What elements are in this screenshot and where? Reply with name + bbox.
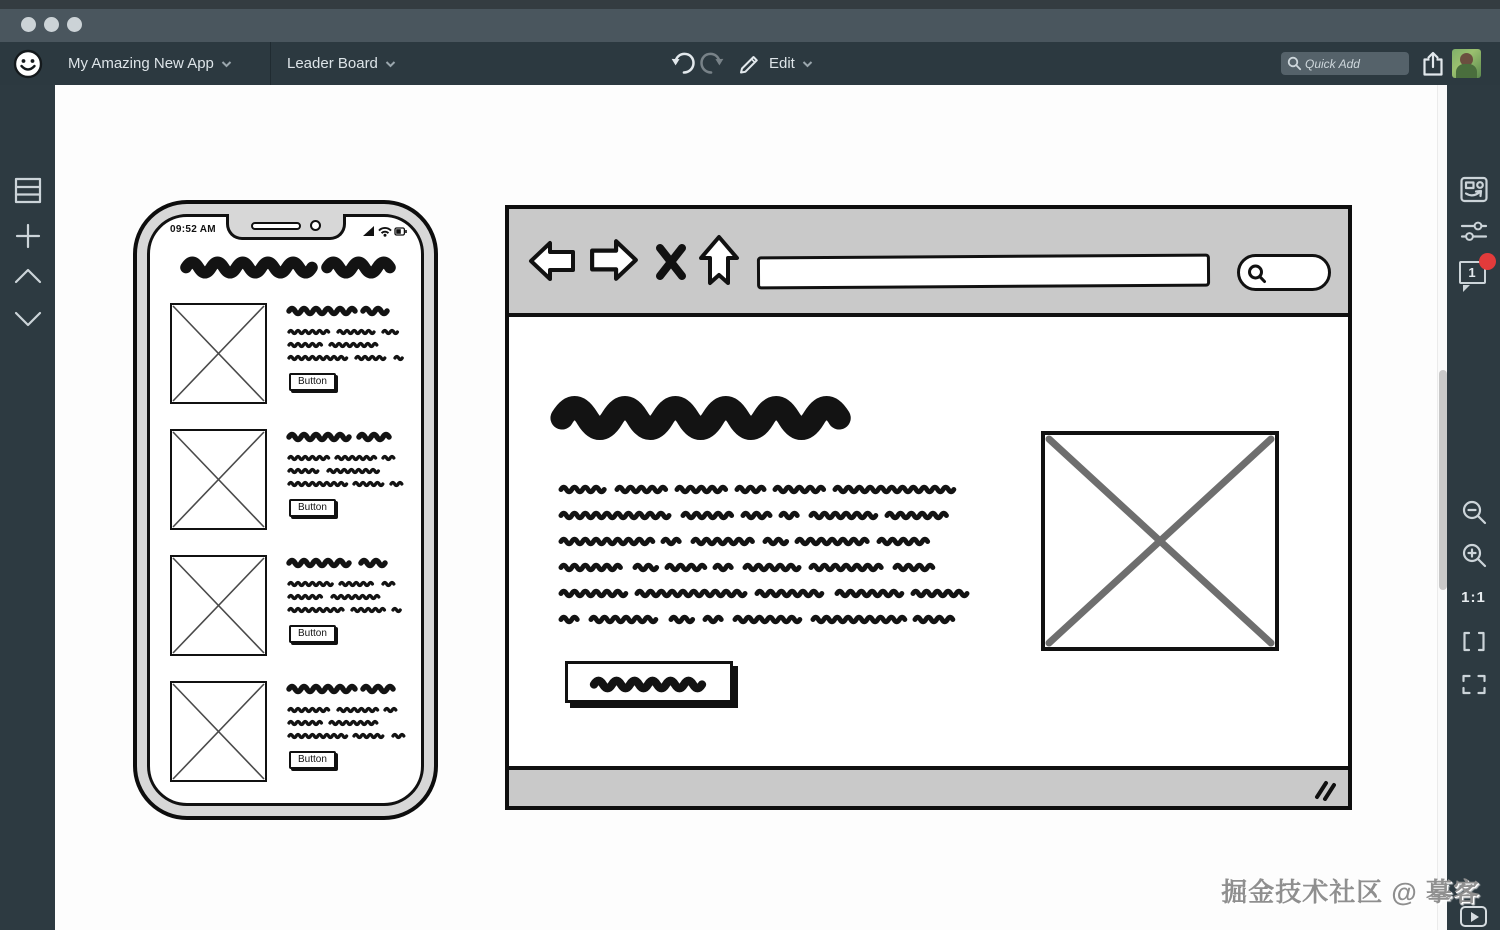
squiggle-word: [361, 558, 387, 568]
squiggle-word: [289, 468, 321, 474]
squiggle-word: [737, 485, 765, 494]
ui-library-icon: [1459, 176, 1488, 203]
close-window-button[interactable]: [21, 17, 36, 32]
squiggle-word: [336, 455, 376, 461]
squiggle-word: [328, 468, 380, 474]
toolbar-divider: [270, 42, 271, 85]
sketch-button[interactable]: Button: [289, 751, 336, 769]
phone-item-text: [289, 429, 411, 517]
squiggle-word: [915, 615, 955, 624]
share-icon: [1420, 50, 1446, 78]
squiggle-word: [383, 455, 397, 461]
squiggle-word: [289, 455, 329, 461]
squiggle-word: [340, 581, 376, 587]
squiggle-word: [289, 707, 331, 713]
share-export-button[interactable]: [1420, 42, 1446, 85]
phone-item-text: [289, 555, 411, 643]
squiggle-word: [332, 594, 380, 600]
squiggle-word: [359, 432, 389, 442]
squiggle-word: [913, 589, 969, 598]
squiggle-word: [561, 615, 581, 624]
project-menu[interactable]: [68, 42, 232, 85]
squiggle-word: [289, 329, 331, 335]
squiggle-word: [330, 342, 380, 348]
image-placeholder[interactable]: [170, 303, 267, 404]
squiggle-word: [391, 481, 403, 487]
squiggle-word: [811, 563, 885, 572]
squiggle-word: [677, 485, 727, 494]
squiggle-word: [354, 733, 386, 739]
squiggle-word: [635, 563, 657, 572]
image-placeholder[interactable]: [1041, 431, 1279, 651]
maximize-window-button[interactable]: [67, 17, 82, 32]
squiggle-word: [363, 684, 393, 694]
paragraph-line: [561, 511, 947, 520]
squiggle-word: [562, 397, 864, 439]
browser-search-box[interactable]: [1237, 254, 1331, 291]
squiggle-word: [393, 733, 405, 739]
squiggle-word: [289, 581, 333, 587]
zoom-actual-size-button[interactable]: [1461, 589, 1486, 606]
squiggle-word: [289, 607, 345, 613]
browser-statusbar: [509, 766, 1348, 806]
button-label-scribble: [594, 677, 706, 692]
squiggle-word: [338, 707, 378, 713]
forward-arrow-icon[interactable]: [589, 236, 639, 284]
squiggle-word: [781, 511, 801, 520]
pages-panel-button[interactable]: [14, 177, 42, 204]
item-text-scribble: [289, 720, 411, 726]
squiggle-word: [663, 537, 683, 546]
squiggle-word: [813, 615, 905, 624]
chevron-down-icon: [13, 310, 43, 328]
squiggle-word: [289, 558, 353, 568]
squiggle-word: [671, 615, 695, 624]
smiley-logo-icon: [13, 49, 43, 79]
inspector-button[interactable]: [1460, 220, 1487, 243]
squiggle-word: [561, 537, 653, 546]
squiggle-word: [289, 481, 347, 487]
phone-list-item[interactable]: [150, 303, 421, 413]
item-text-scribble: [289, 355, 411, 361]
next-page-button[interactable]: [13, 310, 43, 328]
page-menu[interactable]: [287, 42, 396, 85]
sketch-button[interactable]: Button: [289, 625, 336, 643]
smiley-logo[interactable]: [13, 42, 43, 85]
item-text-scribble: [289, 342, 411, 348]
fullscreen-button[interactable]: [1460, 673, 1487, 696]
squiggle-word: [289, 342, 323, 348]
chevron-down-icon: [802, 60, 813, 68]
browser-heading-scribble[interactable]: [562, 397, 864, 439]
window-controls: [21, 17, 82, 32]
signal-icon: [363, 226, 374, 236]
squiggle-word: [757, 589, 827, 598]
item-title-scribble: [289, 432, 411, 442]
squiggle-word: [356, 355, 388, 361]
notification-badge: [1479, 253, 1496, 270]
fit-brackets-icon: [1460, 630, 1488, 653]
item-title-scribble: [289, 558, 411, 568]
item-text-scribble: [289, 594, 411, 600]
paragraph-line: [561, 563, 935, 572]
squiggle-word: [637, 589, 747, 598]
squiggle-word: [765, 537, 787, 546]
page-name: Leader Board: [287, 55, 378, 72]
previous-page-button[interactable]: [13, 267, 43, 285]
right-sidebar: [1447, 85, 1500, 930]
image-placeholder[interactable]: [170, 429, 267, 530]
squiggle-word: [289, 306, 355, 316]
paragraph-line: [561, 485, 955, 494]
left-sidebar: [0, 85, 55, 930]
comment-tail: [1463, 285, 1470, 292]
squiggle-word: [289, 684, 355, 694]
squiggle-word: [289, 355, 349, 361]
stop-x-icon[interactable]: [654, 242, 688, 282]
ui-library-button[interactable]: [1459, 176, 1488, 203]
edit-label: Edit: [769, 55, 795, 72]
scrollbar-thumb[interactable]: [1439, 370, 1447, 590]
phone-item-text: [289, 681, 411, 769]
squiggle-word: [385, 707, 399, 713]
zoom-ratio-label: 1:1: [1461, 589, 1486, 606]
zoom-in-icon: [1460, 541, 1488, 569]
pencil-icon: [737, 52, 761, 76]
phone-list-item[interactable]: [150, 555, 421, 665]
phone-heading-scribble[interactable]: [186, 257, 397, 278]
squiggle-word: [797, 537, 869, 546]
squiggle-word: [617, 485, 667, 494]
address-bar[interactable]: [757, 254, 1210, 290]
phone-list-item[interactable]: [150, 429, 421, 539]
squiggle-word: [775, 485, 825, 494]
squiggle-word: [327, 257, 397, 278]
fit-to-screen-button[interactable]: [1460, 630, 1488, 653]
squiggle-word: [837, 589, 903, 598]
add-icon: [14, 222, 42, 250]
squiggle-word: [354, 481, 384, 487]
squiggle-word: [715, 563, 735, 572]
squiggle-word: [745, 563, 801, 572]
squiggle-word: [667, 563, 705, 572]
search-icon: [1287, 56, 1302, 71]
item-text-scribble: [289, 329, 411, 335]
phone-status-icons: [363, 225, 407, 237]
chevron-down-icon: [385, 60, 396, 68]
squiggle-word: [186, 257, 314, 278]
paragraph-line: [561, 615, 955, 624]
squiggle-word: [705, 615, 725, 624]
undo-icon: [671, 51, 696, 76]
squiggle-word: [561, 485, 607, 494]
squiggle-word: [330, 720, 380, 726]
item-text-scribble: [289, 481, 411, 487]
squiggle-word: [393, 607, 403, 613]
comments-button[interactable]: [1459, 261, 1489, 291]
item-title-scribble: [289, 684, 411, 694]
image-placeholder[interactable]: [170, 555, 267, 656]
squiggle-word: [693, 537, 755, 546]
paragraph-line: [561, 537, 929, 546]
zoom-out-button[interactable]: [1460, 498, 1488, 526]
paragraph-line: [561, 589, 969, 598]
canvas-vertical-scrollbar[interactable]: [1437, 85, 1447, 930]
squiggle-word: [591, 615, 661, 624]
window-titlebar: [0, 0, 1500, 42]
item-title-scribble: [289, 306, 411, 316]
browser-toolbar: [509, 209, 1348, 317]
sketch-button[interactable]: Button: [289, 499, 336, 517]
phone-camera: [310, 220, 321, 231]
zoom-out-icon: [1460, 498, 1488, 526]
chevron-down-icon: [221, 60, 232, 68]
phone-speaker: [251, 222, 301, 230]
squiggle-word: [683, 511, 733, 520]
watermark: 掘金技术社区 @ 摹客: [1221, 877, 1480, 907]
squiggle-word: [561, 563, 625, 572]
wifi-icon: [379, 228, 391, 231]
avatar[interactable]: [1452, 49, 1481, 78]
squiggle-word: [895, 563, 935, 572]
squiggle-word: [561, 511, 673, 520]
search-icon: [1247, 263, 1269, 285]
project-name: My Amazing New App: [68, 55, 214, 72]
browser-wireframe[interactable]: [505, 205, 1352, 810]
squiggle-word: [289, 594, 325, 600]
squiggle-word: [289, 720, 323, 726]
redo-button[interactable]: [699, 42, 724, 85]
wireframe-canvas[interactable]: [55, 85, 1437, 930]
sketch-button-large[interactable]: [565, 661, 733, 703]
squiggle-word: [743, 511, 771, 520]
minimize-window-button[interactable]: [44, 17, 59, 32]
squiggle-word: [811, 511, 877, 520]
redo-icon: [699, 51, 724, 76]
squiggle-word: [561, 589, 627, 598]
inspector-sliders-icon: [1460, 220, 1487, 243]
squiggle-word: [735, 615, 803, 624]
resize-grip-icon[interactable]: [1314, 779, 1336, 801]
sketch-button[interactable]: Button: [289, 373, 336, 391]
home-up-arrow-icon[interactable]: [698, 233, 740, 287]
squiggle-word: [289, 432, 351, 442]
pages-panel-icon: [14, 177, 42, 204]
phone-notch: [226, 214, 346, 240]
item-text-scribble: [289, 607, 411, 613]
item-text-scribble: [289, 733, 411, 739]
squiggle-word: [395, 355, 405, 361]
phone-status-time: 09:52 AM: [170, 224, 216, 235]
phone-wireframe[interactable]: [133, 200, 438, 820]
comment-count: 1: [1468, 265, 1476, 280]
back-arrow-icon[interactable]: [528, 238, 576, 284]
squiggle-word: [887, 511, 947, 520]
squiggle-word: [879, 537, 929, 546]
present-button[interactable]: [1460, 906, 1487, 927]
squiggle-word: [594, 677, 706, 692]
image-placeholder[interactable]: [170, 681, 267, 782]
zoom-in-button[interactable]: [1460, 541, 1488, 569]
squiggle-word: [835, 485, 955, 494]
squiggle-word: [383, 581, 397, 587]
squiggle-word: [289, 733, 347, 739]
item-text-scribble: [289, 455, 411, 461]
phone-item-text: [289, 303, 411, 391]
item-text-scribble: [289, 468, 411, 474]
item-text-scribble: [289, 707, 411, 713]
fullscreen-icon: [1460, 673, 1487, 696]
item-text-scribble: [289, 581, 411, 587]
edit-menu[interactable]: [737, 42, 813, 85]
squiggle-word: [352, 607, 386, 613]
phone-list-item[interactable]: [150, 681, 421, 791]
undo-button[interactable]: [671, 42, 696, 85]
phone-screen: [147, 214, 424, 806]
squiggle-word: [363, 306, 391, 316]
present-play-icon: [1471, 912, 1479, 922]
squiggle-word: [338, 329, 376, 335]
squiggle-word: [383, 329, 399, 335]
chevron-up-icon: [13, 267, 43, 285]
toolbar: [0, 42, 1500, 85]
add-page-button[interactable]: [14, 222, 42, 250]
